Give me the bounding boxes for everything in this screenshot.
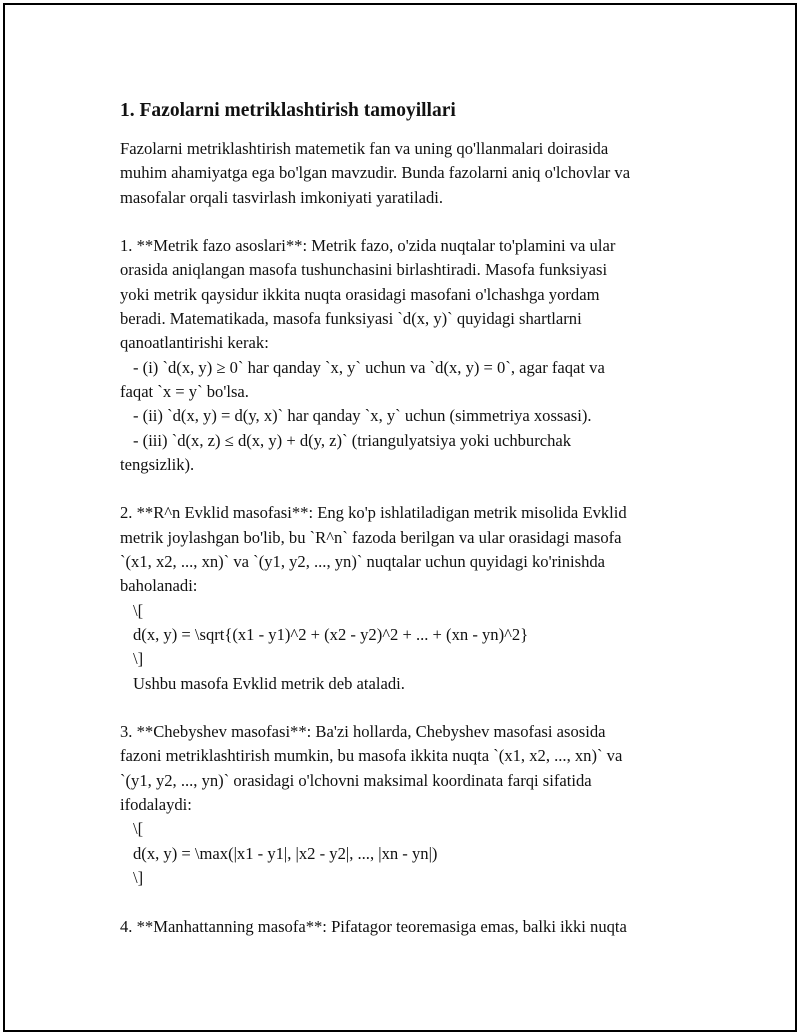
paragraph-gap (120, 696, 710, 720)
section-manhattan-distance (120, 915, 710, 939)
condition-line: - (i) `d(x, y) ≥ 0` har qanday `x, y` uchun va `d(x, y) = 0`, agar faqat va (133, 357, 605, 377)
formula-line: d(x, y) = \sqrt{(x1 - y1)^2 + (x2 - y2)^2 + ... + (xn - yn)^2} (133, 624, 529, 644)
paragraph-gap (120, 477, 710, 501)
document-page (3, 3, 797, 1032)
condition-line: tengsizlik). (120, 454, 195, 474)
condition-line: - (iii) `d(x, z) ≤ d(x, y) + d(y, z)` (triangulyatsiya yoki uchburchak (133, 430, 572, 450)
text-line: ifodalaydi: (120, 795, 192, 815)
formula-line: \[ (133, 600, 144, 620)
text-line: metrik joylashgan bo'lib, bu `R^n` fazoda berilgan va ular orasidagi masofa (120, 527, 622, 547)
text-line: `(y1, y2, ..., yn)` orasidagi o'lchovni maksimal koordinata farqi sifatida (120, 770, 592, 790)
formula-line: \] (133, 649, 144, 669)
text-line: 4. **Manhattanning masofa**: Pifatagor teoremasiga emas, balki ikki nuqta (120, 916, 627, 936)
text-line: `(x1, x2, ..., xn)` va `(y1, y2, ..., yn)` nuqtalar uchun quyidagi ko'rinishda (120, 552, 606, 572)
condition-line: faqat `x = y` bo'lsa. (120, 381, 249, 401)
text-line: Ushbu masofa Evklid metrik deb ataladi. (133, 673, 405, 693)
text-line: fazoni metriklashtirish mumkin, bu masofa ikkita nuqta `(x1, x2, ..., xn)` va (120, 746, 623, 766)
section-chebyshev-distance (120, 720, 710, 890)
formula-line: d(x, y) = \max(|x1 - y1|, |x2 - y2|, ..., |xn - yn|) (133, 843, 438, 863)
text-line: 1. **Metrik fazo asoslari**: Metrik fazo, o'zida nuqtalar to'plamini va ular (120, 236, 616, 256)
text-line: masofalar orqali tasvirlash imkoniyati yaratiladi. (120, 187, 444, 207)
text-line: qanoatlantirishi kerak: (120, 333, 269, 353)
formula-line: \[ (133, 819, 144, 839)
paragraph-gap (120, 890, 710, 914)
text-line: muhim ahamiyatga ega bo'lgan mavzudir. Bunda fazolarni aniq o'lchovlar va (120, 163, 631, 183)
text-line: baholanadi: (120, 576, 198, 596)
paragraph-gap (120, 210, 710, 234)
text-line: yoki metrik qaysidur ikkita nuqta orasidagi masofani o'lchashga yordam (120, 284, 600, 304)
section-metric-space (120, 234, 710, 477)
intro-paragraph (120, 137, 710, 210)
text-line: Fazolarni metriklashtirish matemetik fan va uning qo'llanmalari doirasida (120, 139, 609, 158)
text-line: 3. **Chebyshev masofasi**: Ba'zi hollarda, Chebyshev masofasi asosida (120, 722, 606, 742)
text-line: beradi. Matematikada, masofa funksiyasi `d(x, y)` quyidagi shartlarni (120, 309, 582, 329)
text-line: orasida aniqlangan masofa tushunchasini birlashtiradi. Masofa funksiyasi (120, 260, 608, 280)
section-euclidean-distance (120, 501, 710, 695)
text-line: 2. **R^n Evklid masofasi**: Eng ko'p ishlatiladigan metrik misolida Evklid (120, 503, 627, 523)
document-heading: 1. Fazolarni metriklashtirish tamoyillari (120, 100, 456, 121)
condition-line: - (ii) `d(x, y) = d(y, x)` har qanday `x, y` uchun (simmetriya xossasi). (133, 406, 592, 426)
document-body (120, 97, 710, 939)
formula-line: \] (133, 867, 144, 887)
